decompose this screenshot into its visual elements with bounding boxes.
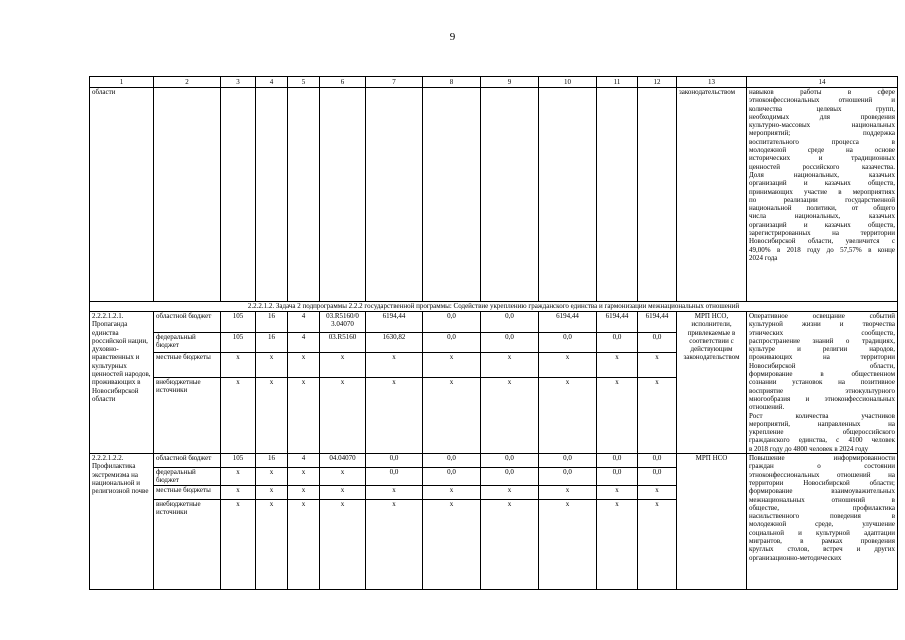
column-header-2: 2 [154, 77, 221, 88]
e2.result-line: межнациональных отношений в [749, 495, 895, 504]
value-cell-c10: 0,0 [539, 332, 597, 353]
column-header-1: 1 [90, 77, 154, 88]
cont.c14-line: организаций и казачьих обществ, [749, 220, 895, 229]
e2.result-line: формирование взаимоуважительных [749, 487, 895, 496]
value-cell-c3: x [221, 377, 256, 453]
value-cell-c4: x [256, 485, 288, 499]
value-cell-c5: x [288, 485, 320, 499]
value-cell-c12: x [638, 485, 677, 499]
e1.result-line: проживающих на территории [749, 353, 895, 362]
e1.result-line: Рост количества участников [749, 411, 895, 420]
value-cell-c11: 0,0 [597, 454, 638, 468]
cont.c14-line: организаций и казачьих обществ, [749, 179, 895, 188]
event-name: 2.2.2.1.2.1. Пропаганда единства российской нации, духовно-нравственных и культурных ценностей народов, проживающих в Новосибирской области [90, 312, 154, 454]
e1.result-line: формирование в общественном [749, 370, 895, 379]
value-cell-c10: x [539, 353, 597, 378]
e2.result-line: обществе, профилактика [749, 503, 895, 512]
column-header-11: 11 [597, 77, 638, 88]
funding-source: федеральный бюджет [154, 332, 221, 353]
event-name: 2.2.2.1.2.2. Профилактика экстремизма на национальной и религиозной почве [90, 454, 154, 590]
e1.result-line: укрепление общероссийского [749, 428, 895, 437]
value-cell-c4: x [256, 377, 288, 453]
cont.c14-line: культурно-массовых национальных [749, 121, 895, 130]
value-cell-c12: 0,0 [638, 454, 677, 468]
column-header-9: 9 [481, 77, 539, 88]
column-header-12: 12 [638, 77, 677, 88]
value-cell-c10: 0,0 [539, 454, 597, 468]
value-cell-c4: x [256, 499, 288, 589]
value-cell-c9: 0,0 [481, 332, 539, 353]
value-cell-c7: x [366, 499, 423, 589]
cont.c14-line: воспитательного процесса в [749, 137, 895, 146]
value-cell-c9: x [481, 353, 539, 378]
funding-source: местные бюджеты [154, 353, 221, 378]
value-cell-c10: x [539, 377, 597, 453]
value-cell-c12: 6194,44 [638, 312, 677, 333]
e1.result-line: Оперативное освещание событий [749, 312, 895, 320]
cont.c14-line: мероприятий; поддержка [749, 129, 895, 138]
funding-source: местные бюджеты [154, 485, 221, 499]
value-cell-c9: x [481, 377, 539, 453]
continuation-name-cell: области [90, 88, 154, 302]
value-cell-c7: 1630,82 [366, 332, 423, 353]
cont.c14-line: Новосибирской области, увеличится с [749, 237, 895, 246]
value-cell-c3: x [221, 499, 256, 589]
value-cell-c10: x [539, 499, 597, 589]
funding-source: областной бюджет [154, 312, 221, 333]
value-cell-c12: x [638, 377, 677, 453]
value-cell-c9: 0,0 [481, 468, 539, 486]
e2.result-line: круглых столов, встреч и других [749, 545, 895, 554]
e1.result-line: гражданского единства, с 4100 человек [749, 436, 895, 445]
value-cell-c7: 0,0 [366, 454, 423, 468]
column-header-8: 8 [423, 77, 481, 88]
continuation-row [90, 88, 898, 302]
value-cell-c7: 6194,44 [366, 312, 423, 333]
value-cell-c5: 4 [288, 454, 320, 468]
column-header-7: 7 [366, 77, 423, 88]
cont.c14-line: количества целевых групп, [749, 104, 895, 113]
value-cell-c11: 0,0 [597, 332, 638, 353]
e2.result-line: молодежной среде, улучшение [749, 520, 895, 529]
event-executor: МРП НСО, исполнители, привлекаемые в соответствии с действующим законодательством [677, 312, 747, 454]
event-executor: МРП НСО [677, 454, 747, 590]
value-cell-c11: x [597, 485, 638, 499]
value-cell-c4: 16 [256, 312, 288, 333]
column-number-row [90, 77, 898, 88]
value-cell-c8: 0,0 [423, 332, 481, 353]
continuation-result-cell [747, 88, 898, 302]
value-cell-c5: x [288, 353, 320, 378]
e1.result-line: Новосибирской области, [749, 361, 895, 370]
value-cell-c9: 0,0 [481, 454, 539, 468]
e1.result-line: в 2018 году до 4800 человек в 2024 году [749, 444, 869, 453]
funding-row [90, 312, 898, 333]
funding-source: федеральный бюджет [154, 468, 221, 486]
value-cell-c5: x [288, 499, 320, 589]
value-cell-c8: 0,0 [423, 454, 481, 468]
cont.c14-line: Доля национальных, казачьих [749, 170, 895, 179]
value-cell-c4: 16 [256, 454, 288, 468]
page-number: 9 [449, 31, 456, 43]
column-header-4: 4 [256, 77, 288, 88]
e1.result-line: этнических сообществ, [749, 328, 895, 337]
value-cell-c8: x [423, 499, 481, 589]
cont.c14-line: этноконфессиональных отношений и [749, 96, 895, 105]
e2.result-line: социальной и культурной адаптации [749, 528, 895, 537]
value-cell-c11: 6194,44 [597, 312, 638, 333]
cont.c14-line: необходимых для проведения [749, 112, 895, 121]
value-cell-c6: 03.R5160 [320, 332, 366, 353]
event-result [747, 312, 898, 454]
value-cell-c6: x [320, 353, 366, 378]
value-cell-c8: x [423, 353, 481, 378]
e1.result-line: культурной жизни и творчества [749, 320, 895, 329]
value-cell-c8: 0,0 [423, 468, 481, 486]
funding-source: внебюджетные источники [154, 377, 221, 453]
cont.c14-line: национальной политики, от общего [749, 204, 895, 213]
column-header-14: 14 [747, 77, 898, 88]
column-header-3: 3 [221, 77, 256, 88]
funding-source: внебюджетные источники [154, 499, 221, 589]
value-cell-c4: 16 [256, 332, 288, 353]
event-result [747, 454, 898, 590]
e1.result-line: сознании установок на позитивное [749, 378, 895, 387]
value-cell-c5: x [288, 377, 320, 453]
value-cell-c3: x [221, 468, 256, 486]
column-header-13: 13 [677, 77, 747, 88]
value-cell-c5: x [288, 468, 320, 486]
value-cell-c6: x [320, 485, 366, 499]
cont.c14-line: молодежной среде на основе [749, 146, 895, 155]
value-cell-c5: 4 [288, 332, 320, 353]
e2.result-line: мигрантов, в рамках проведения [749, 537, 895, 546]
value-cell-c7: x [366, 353, 423, 378]
value-cell-c9: x [481, 499, 539, 589]
program-table [89, 76, 898, 590]
value-cell-c4: x [256, 468, 288, 486]
e2.result-line: граждан о состоянии [749, 462, 895, 471]
e1.result-line: культуре и религии народов, [749, 345, 895, 354]
task-title: 2.2.2.1.2. Задача 2 подпрограммы 2.2.2 государственной программы: Содействие укреплению гражданского единства и гармонизации межнациональных отношений [90, 302, 898, 312]
value-cell-c8: x [423, 377, 481, 453]
value-cell-c8: 0,0 [423, 312, 481, 333]
value-cell-c10: 6194,44 [539, 312, 597, 333]
continuation-executor-cell: законодательством [677, 88, 747, 302]
value-cell-c3: x [221, 353, 256, 378]
cont.c14-line: числа национальных, казачьих [749, 212, 895, 221]
value-cell-c3: 105 [221, 332, 256, 353]
e1.result-line: мероприятий, направленных на [749, 419, 895, 428]
value-cell-c11: x [597, 377, 638, 453]
cont.c14-line: принимающих участие в мероприятиях [749, 187, 895, 196]
e2.result-line: Повышение информированности [749, 454, 895, 463]
funding-source: областной бюджет [154, 454, 221, 468]
value-cell-c11: x [597, 499, 638, 589]
value-cell-c5: 4 [288, 312, 320, 333]
value-cell-c9: x [481, 485, 539, 499]
e2.result-line: насильственного поведения в [749, 512, 895, 521]
value-cell-c10: x [539, 485, 597, 499]
e2.result-line: этноконфессиональных отношений на [749, 470, 895, 479]
value-cell-c7: 0,0 [366, 468, 423, 486]
value-cell-c9: 0,0 [481, 312, 539, 333]
cont.c14-line: 49,00% в 2018 году до 57,57% в конце [749, 245, 895, 254]
e1.result-line: восприятие этнокультурного [749, 386, 895, 395]
e1.result-line: отношений. [749, 403, 785, 412]
e2.result-line: территории Новосибирской области; [749, 478, 895, 487]
cont.c14-line: ценностей российского казачества. [749, 162, 895, 171]
value-cell-c3: 105 [221, 454, 256, 468]
value-cell-c3: x [221, 485, 256, 499]
value-cell-c4: x [256, 353, 288, 378]
value-cell-c12: x [638, 499, 677, 589]
e1.result-line: многообразия и этноконфессиональных [749, 394, 895, 403]
cont.c14-line: зарегистрированных на территории [749, 229, 895, 238]
value-cell-c12: x [638, 353, 677, 378]
value-cell-c10: 0,0 [539, 468, 597, 486]
value-cell-c12: 0,0 [638, 332, 677, 353]
column-header-5: 5 [288, 77, 320, 88]
column-header-6: 6 [320, 77, 366, 88]
value-cell-c12: 0,0 [638, 468, 677, 486]
e1.result-line: распространение знаний о традициях, [749, 336, 895, 345]
column-header-10: 10 [539, 77, 597, 88]
value-cell-c11: x [597, 353, 638, 378]
cont.c14-line: 2024 года [749, 253, 778, 262]
cont.c14-line: исторических и традиционных [749, 154, 895, 163]
cont.c14-line: навыков работы в сфере [749, 88, 895, 96]
value-cell-c11: 0,0 [597, 468, 638, 486]
e2.result-line: организационно-методических [749, 553, 842, 562]
value-cell-c8: x [423, 485, 481, 499]
value-cell-c7: x [366, 485, 423, 499]
value-cell-c6: 04.04070 [320, 454, 366, 468]
funding-row [90, 454, 898, 468]
value-cell-c6: x [320, 499, 366, 589]
cont.c14-line: по реализации государственной [749, 195, 895, 204]
task-row [90, 302, 898, 312]
value-cell-c3: 105 [221, 312, 256, 333]
value-cell-c6: 03.R5160/0 3.04070 [320, 312, 366, 333]
value-cell-c6: x [320, 468, 366, 486]
value-cell-c7: x [366, 377, 423, 453]
value-cell-c6: x [320, 377, 366, 453]
